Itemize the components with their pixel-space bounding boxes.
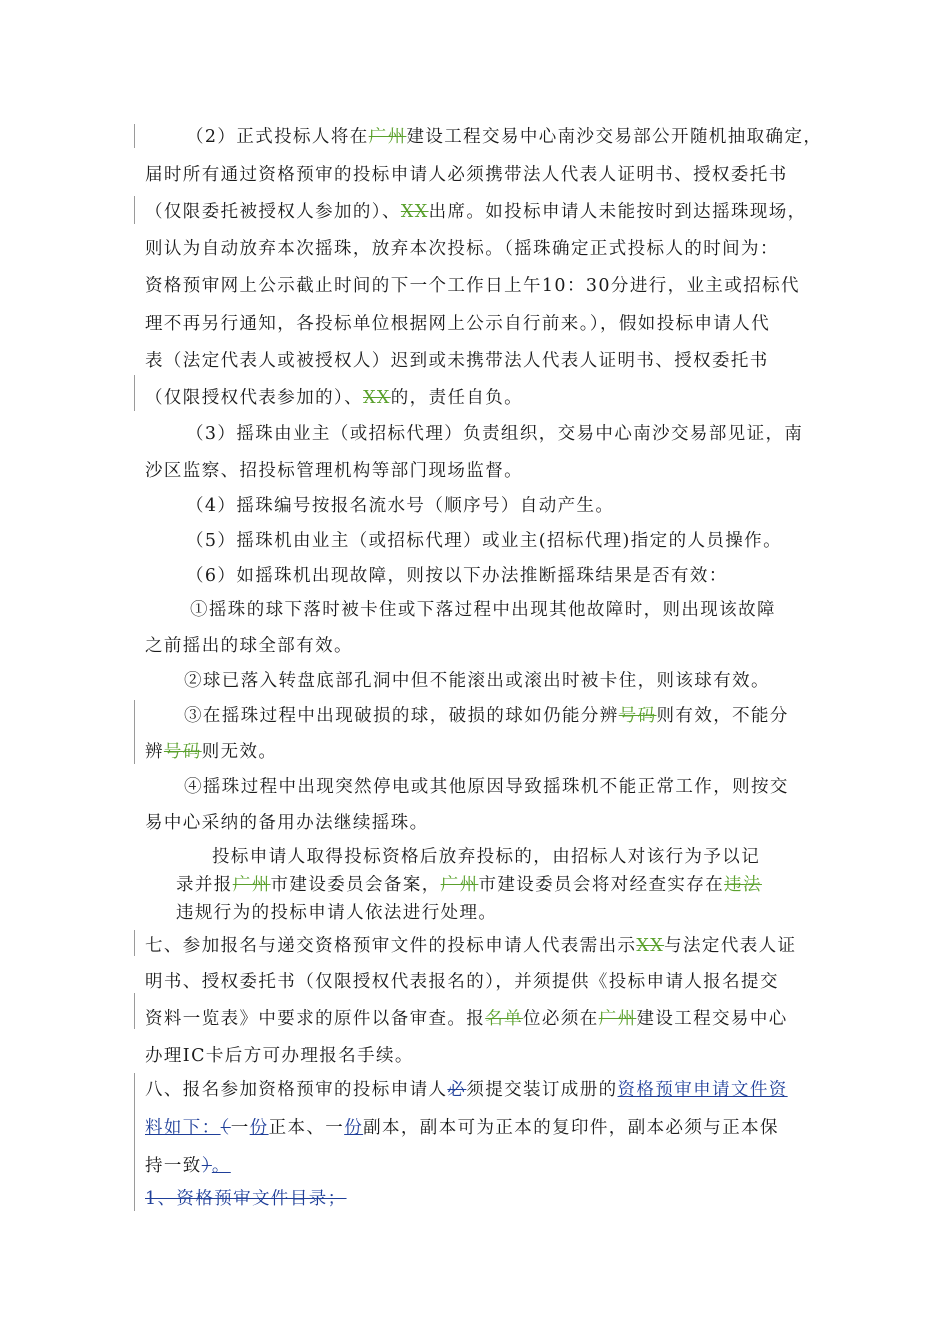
paragraph-2-line-5: 资格预审网上公示截止时间的下一个工作日上午10：30分进行，业主或招标代 [145,276,800,296]
inserted-text: 份 [344,1118,364,1138]
deleted-text: 号码 [163,742,202,762]
inserted-text: 资格预审申请文件资 [617,1080,788,1100]
paragraph-4: （4）摇珠编号按报名流水号（顺序号）自动产生。 [186,496,615,516]
deleted-text: ） [201,1156,212,1176]
paragraph-3-line-2: 沙区监察、招投标管理机构等部门现场监督。 [145,461,523,481]
item-2: ②球已落入转盘底部孔洞中但不能滚出或滚出时被卡住，则该球有效。 [184,671,770,691]
section-7-line-4: 办理IC卡后方可办理报名手续。 [145,1046,414,1066]
paragraph-2-line-1: （2）正式投标人将在广州建设工程交易中心南沙交易部公开随机抽取确定， [186,127,823,147]
section-7-line-2: 明书、授权委托书（仅限授权代表报名的），并须提供《投标申请人报名提交 [145,972,779,992]
deleted-text: 必 [447,1080,467,1100]
paragraph-3-line-1: （3）摇珠由业主（或招标代理）负责组织，交易中心南沙交易部见证，南 [186,424,804,444]
change-bar [134,930,135,956]
section-8-item-1 [145,1187,347,1211]
abandon-paragraph-line-1: 投标申请人取得投标资格后放弃投标的，由招标人对该行为予以记 [212,847,761,867]
deleted-text: 广州 [440,875,479,895]
paragraph-2-line-3: （仅限委托被授权人参加的）、XX出席。如投标申请人未能按时到达摇珠现场， [145,202,807,222]
abandon-paragraph-line-3: 违规行为的投标申请人依法进行处理。 [176,903,498,923]
item-1-line-2: 之前摇出的球全部有效。 [145,636,353,656]
paragraph-2-line-2: 届时所有通过资格预审的投标申请人必须携带法人代表人证明书、授权委托书 [145,165,788,185]
change-bar [134,1073,135,1185]
deleted-text: XX [400,202,429,222]
deleted-text: 号码 [618,706,657,726]
section-8-line-3: 持一致）。 [145,1156,231,1176]
section-8-line-2: 料如下：（一份正本、一份副本，副本可为正本的复印件，副本必须与正本保 [145,1118,779,1138]
deleted-text: 名单 [485,1009,524,1029]
section-7-line-1: 七、参加报名与递交资格预审文件的投标申请人代表需出示XX与法定代表人证 [145,936,797,956]
deleted-text: 1、资格预审文件目录； [145,1189,347,1209]
item-3-line-2: 辨号码则无效。 [145,742,278,762]
item-3-line-1: ③在摇珠过程中出现破损的球，破损的球如仍能分辨号码则有效，不能分 [184,706,789,726]
deleted-text: 违法 [724,875,762,895]
deleted-text: （ [220,1118,231,1138]
change-bar [134,1185,135,1211]
change-bar [134,196,135,224]
paragraph-2-line-6: 理不再另行通知，各投标单位根据网上公示自行前来。），假如投标申请人代 [145,314,771,334]
deleted-text: XX [363,388,391,408]
item-4-line-1: ④摇珠过程中出现突然停电或其他原因导致摇珠机不能正常工作，则按交 [184,777,789,797]
section-8-line-1: 八、报名参加资格预审的投标申请人必须提交装订成册的资格预审申请文件资 [145,1080,788,1100]
deleted-text: 广州 [232,875,271,895]
paragraph-6: （6）如摇珠机出现故障，则按以下办法推断摇珠结果是否有效： [186,566,728,586]
change-bar [134,375,135,411]
inserted-text: 料如下： [145,1118,221,1138]
change-bar [134,993,135,1029]
inserted-text: 份 [249,1118,269,1138]
inserted-text: 。 [211,1156,231,1176]
section-7-line-3: 资料一览表》中要求的原件以备审查。报名单位必须在广州建设工程交易中心 [145,1009,788,1029]
item-1-line-1: ①摇珠的球下落时被卡住或下落过程中出现其他故障时，则出现该故障 [190,600,776,620]
deleted-text: XX [636,936,665,956]
paragraph-5: （5）摇珠机由业主（或招标代理）或业主(招标代理)指定的人员操作。 [186,531,782,551]
change-bar [134,700,135,764]
deleted-text: 广州 [368,127,407,147]
change-bar [134,124,135,148]
item-4-line-2: 易中心采纳的备用办法继续摇珠。 [145,813,429,833]
paragraph-2-line-4: 则认为自动放弃本次摇珠，放弃本次投标。（摇珠确定正式投标人的时间为： [145,239,779,259]
deleted-text: 广州 [598,1009,637,1029]
paragraph-2-line-7: 表（法定代表人或被授权人）迟到或未携带法人代表人证明书、授权委托书 [145,351,769,371]
abandon-paragraph-line-2: 录并报广州市建设委员会备案，广州市建设委员会将对经查实存在违法 [176,875,762,895]
paragraph-2-line-8: （仅限授权代表参加的）、XX的，责任自负。 [145,388,524,408]
